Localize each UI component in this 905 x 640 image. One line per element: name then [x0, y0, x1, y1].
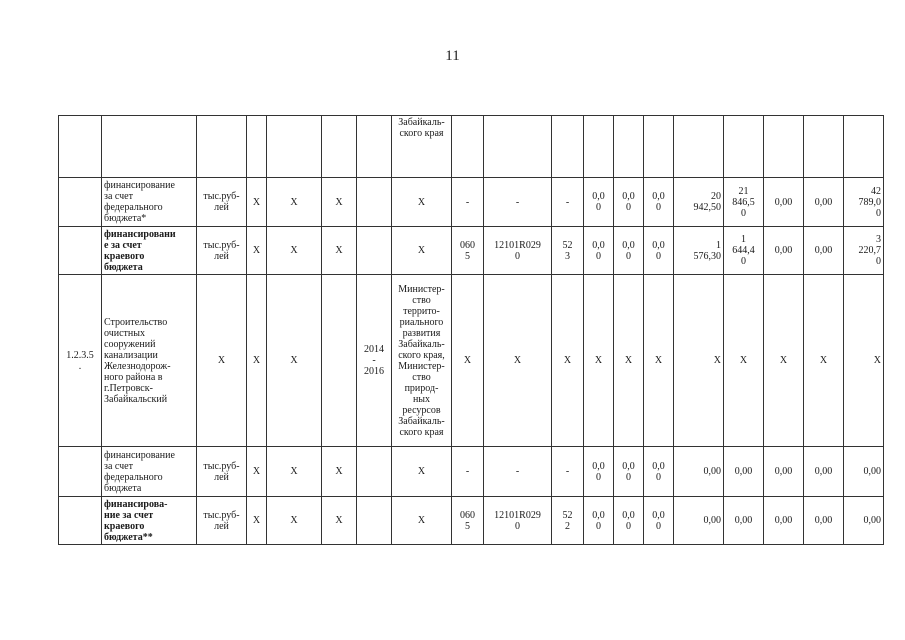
table-row — [59, 447, 884, 497]
table-cell-v13 — [614, 497, 644, 545]
cell-text: X — [463, 355, 472, 366]
table-cell-v15 — [674, 275, 724, 447]
table-cell-c10 — [484, 116, 552, 178]
cell-text: 0,00 — [814, 515, 833, 526]
table-cell-c7 — [357, 227, 392, 275]
cell-text: X — [252, 355, 261, 366]
cell-text: 12101R029 0 — [494, 509, 541, 532]
cell-text: X — [739, 355, 748, 366]
cell-text: 3 220,7 0 — [858, 234, 881, 267]
table-cell-v19 — [844, 275, 884, 447]
table-row — [59, 275, 884, 447]
table-cell-unit — [197, 116, 247, 178]
cell-text: 1 576,30 — [693, 239, 721, 262]
table-cell-unit — [197, 447, 247, 497]
table-cell-c10 — [484, 497, 552, 545]
table-cell-executor — [392, 116, 452, 178]
cell-text: X — [624, 355, 633, 366]
table-cell-v19 — [844, 447, 884, 497]
cell-text: X — [819, 355, 828, 366]
cell-text: финансирование за счет федерального бюджета* — [104, 180, 175, 224]
table-cell-v16 — [724, 178, 764, 227]
table-cell-v12 — [584, 227, 614, 275]
table-cell-v17 — [764, 227, 804, 275]
cell-text: 0,0 0 — [652, 509, 665, 532]
table-cell-c11 — [552, 275, 584, 447]
table-cell-v14 — [644, 227, 674, 275]
cell-text: 0,00 — [814, 245, 833, 256]
cell-text: 0,0 0 — [622, 509, 635, 532]
cell-text: Министер- ство террито- риального развития Забайкаль- ского края, Министер- ство природ- ных ресурсов Забайкаль- ского края — [398, 283, 445, 438]
cell-text: тыс.руб- лей — [203, 239, 240, 262]
table-row — [59, 178, 884, 227]
table-cell-v12 — [584, 178, 614, 227]
cell-text: 0,0 0 — [622, 191, 635, 213]
table-cell-v16 — [724, 227, 764, 275]
cell-text: 0,0 0 — [622, 460, 635, 483]
table-cell-c4 — [247, 497, 267, 545]
table-cell-name — [102, 447, 197, 497]
cell-text: X — [713, 355, 721, 366]
table-cell-v15 — [674, 178, 724, 227]
table-row — [59, 116, 884, 178]
table-cell-c11 — [552, 227, 584, 275]
cell-text: 0,00 — [863, 515, 881, 526]
table-cell-c7 — [357, 116, 392, 178]
table-cell-c5 — [267, 275, 322, 447]
table-cell-name — [102, 497, 197, 545]
table-cell-v13 — [614, 275, 644, 447]
cell-text: 0,00 — [814, 196, 833, 208]
table-cell-c4 — [247, 178, 267, 227]
cell-text: X — [290, 355, 298, 366]
table-cell-c9 — [452, 275, 484, 447]
table-cell-c4 — [247, 116, 267, 178]
table-cell-unit — [197, 497, 247, 545]
table-cell-v15 — [674, 447, 724, 497]
cell-text: 0,00 — [703, 515, 721, 526]
cell-text: X — [513, 355, 522, 366]
table-cell-id — [59, 497, 102, 545]
cell-text: X — [335, 466, 343, 477]
table-cell-c6 — [322, 447, 357, 497]
budget-table — [58, 115, 884, 545]
table-cell-c7 — [357, 447, 392, 497]
cell-text: X — [654, 355, 663, 366]
table-cell-v18 — [804, 447, 844, 497]
table-cell-c5 — [267, 447, 322, 497]
cell-text: X — [290, 515, 298, 526]
cell-text: 21 846,5 0 — [732, 185, 755, 219]
cell-text: X — [252, 196, 261, 208]
table-cell-v17 — [764, 447, 804, 497]
cell-text: 1 644,4 0 — [732, 234, 755, 267]
table-cell-c4 — [247, 227, 267, 275]
cell-text: Строительство очистных сооружений канализации Железнодорож- ного района в г.Петровск- Забайкальский — [104, 316, 171, 405]
cell-text: 060 5 — [460, 509, 475, 532]
table-cell-v17 — [764, 497, 804, 545]
table-cell-c6 — [322, 116, 357, 178]
table-cell-v15 — [674, 227, 724, 275]
table-cell-c5 — [267, 227, 322, 275]
table-cell-c9 — [452, 447, 484, 497]
cell-text: - — [465, 466, 470, 477]
cell-text: - — [565, 196, 570, 208]
table-cell-v14 — [644, 116, 674, 178]
cell-text: Забайкаль- ского края — [398, 117, 445, 139]
cell-text: 0,00 — [774, 196, 793, 208]
table-row — [59, 497, 884, 545]
table-cell-id — [59, 178, 102, 227]
cell-text: 0,0 0 — [592, 239, 605, 262]
cell-text: X — [217, 355, 226, 366]
table-cell-name — [102, 178, 197, 227]
page-number: 11 — [445, 48, 460, 64]
cell-text: - — [465, 196, 470, 208]
table-cell-c11 — [552, 116, 584, 178]
table-cell-v13 — [614, 447, 644, 497]
table-cell-c6 — [322, 497, 357, 545]
cell-text: 0,0 0 — [652, 460, 665, 483]
table-cell-c5 — [267, 178, 322, 227]
cell-text: - — [515, 466, 520, 477]
cell-text: X — [417, 466, 426, 477]
table-cell-c7 — [357, 178, 392, 227]
cell-text: X — [290, 466, 298, 477]
cell-text: 0,0 0 — [592, 509, 605, 532]
table-cell-v18 — [804, 497, 844, 545]
cell-text: X — [252, 245, 261, 256]
table-cell-v14 — [644, 275, 674, 447]
cell-text: 0,0 0 — [652, 239, 665, 262]
cell-text: X — [563, 355, 572, 366]
cell-text: X — [252, 466, 261, 477]
table-cell-v17 — [764, 116, 804, 178]
table-cell-c4 — [247, 275, 267, 447]
cell-text: 0,00 — [774, 515, 793, 526]
table-cell-v18 — [804, 275, 844, 447]
table-cell-c10 — [484, 227, 552, 275]
table-cell-c11 — [552, 447, 584, 497]
table-cell-c10 — [484, 275, 552, 447]
table-cell-v12 — [584, 275, 614, 447]
cell-text: X — [335, 515, 343, 526]
cell-text: 0,0 0 — [622, 239, 635, 262]
cell-text: X — [335, 245, 343, 256]
cell-text: 20 942,50 — [693, 191, 721, 213]
cell-text: X — [873, 355, 881, 366]
table-cell-name — [102, 227, 197, 275]
cell-text: 0,00 — [814, 466, 833, 477]
cell-text: 0,00 — [734, 515, 753, 526]
table-cell-c11 — [552, 497, 584, 545]
table-cell-c5 — [267, 116, 322, 178]
cell-text: финансировани е за счет краевого бюджета — [104, 228, 176, 273]
table-cell-c7 — [357, 497, 392, 545]
cell-text: тыс.руб- лей — [203, 460, 240, 483]
table-cell-name — [102, 116, 197, 178]
table-cell-v15 — [674, 497, 724, 545]
table-cell-c9 — [452, 178, 484, 227]
cell-text: - — [565, 466, 570, 477]
cell-text: X — [417, 245, 426, 256]
table-cell-c6 — [322, 275, 357, 447]
table-cell-c10 — [484, 447, 552, 497]
table-cell-v19 — [844, 227, 884, 275]
cell-text: X — [417, 196, 426, 208]
table-cell-id — [59, 447, 102, 497]
table-cell-v12 — [584, 497, 614, 545]
table-cell-v18 — [804, 178, 844, 227]
cell-text: - — [515, 196, 520, 208]
table-cell-id — [59, 116, 102, 178]
table-cell-v19 — [844, 116, 884, 178]
cell-text: 0,00 — [734, 466, 753, 477]
table-cell-unit — [197, 275, 247, 447]
table-cell-c9 — [452, 497, 484, 545]
cell-text: X — [335, 196, 343, 208]
table-cell-v16 — [724, 275, 764, 447]
table-cell-v14 — [644, 178, 674, 227]
table-cell-v19 — [844, 497, 884, 545]
table-cell-v16 — [724, 497, 764, 545]
table-row — [59, 227, 884, 275]
table-cell-executor — [392, 447, 452, 497]
cell-text: X — [417, 515, 426, 526]
table-cell-executor — [392, 178, 452, 227]
cell-text: 0,0 0 — [592, 460, 605, 483]
table-cell-id — [59, 275, 102, 447]
table-cell-v16 — [724, 447, 764, 497]
table-cell-v12 — [584, 447, 614, 497]
cell-text: финансирование за счет федерального бюджета — [104, 449, 175, 494]
table-cell-v13 — [614, 227, 644, 275]
cell-text: 0,0 0 — [652, 191, 665, 213]
cell-text: X — [252, 515, 261, 526]
table-cell-v14 — [644, 497, 674, 545]
table-cell-c7 — [357, 275, 392, 447]
table-cell-v17 — [764, 275, 804, 447]
table-cell-v13 — [614, 116, 644, 178]
table-cell-v14 — [644, 447, 674, 497]
table-cell-v18 — [804, 227, 844, 275]
table-cell-v17 — [764, 178, 804, 227]
cell-text: 060 5 — [460, 239, 475, 262]
cell-text: 52 2 — [562, 509, 573, 532]
cell-text: 52 3 — [562, 239, 573, 262]
cell-text: X — [290, 245, 298, 256]
table-cell-executor — [392, 227, 452, 275]
cell-text: X — [290, 196, 298, 208]
table-cell-c6 — [322, 178, 357, 227]
table-cell-id — [59, 227, 102, 275]
cell-text: 0,00 — [774, 466, 793, 477]
cell-text: финансирова- ние за счет краевого бюджета** — [104, 498, 168, 543]
table-cell-v12 — [584, 116, 614, 178]
table-cell-c6 — [322, 227, 357, 275]
cell-text: 0,00 — [863, 466, 881, 477]
table-cell-c9 — [452, 227, 484, 275]
cell-text: тыс.руб- лей — [203, 191, 240, 213]
table-cell-v19 — [844, 178, 884, 227]
table-cell-executor — [392, 275, 452, 447]
cell-text: 0,00 — [703, 466, 721, 477]
cell-text: 0,0 0 — [592, 191, 605, 213]
table-cell-c5 — [267, 497, 322, 545]
cell-text: X — [779, 355, 788, 366]
table-cell-c10 — [484, 178, 552, 227]
cell-text: 1.2.3.5 . — [66, 349, 94, 372]
table-cell-c4 — [247, 447, 267, 497]
cell-text: 12101R029 0 — [494, 239, 541, 262]
table-cell-v18 — [804, 116, 844, 178]
table-cell-unit — [197, 227, 247, 275]
cell-text: 42 789,0 0 — [858, 185, 881, 219]
table-cell-v16 — [724, 116, 764, 178]
cell-text: X — [594, 355, 603, 366]
cell-text: тыс.руб- лей — [203, 509, 240, 532]
table-cell-v15 — [674, 116, 724, 178]
table-cell-v13 — [614, 178, 644, 227]
table-cell-name — [102, 275, 197, 447]
cell-text: 2014 - 2016 — [364, 344, 384, 377]
table-cell-c9 — [452, 116, 484, 178]
table-cell-c11 — [552, 178, 584, 227]
table-cell-unit — [197, 178, 247, 227]
cell-text: 0,00 — [774, 245, 793, 256]
table-cell-executor — [392, 497, 452, 545]
